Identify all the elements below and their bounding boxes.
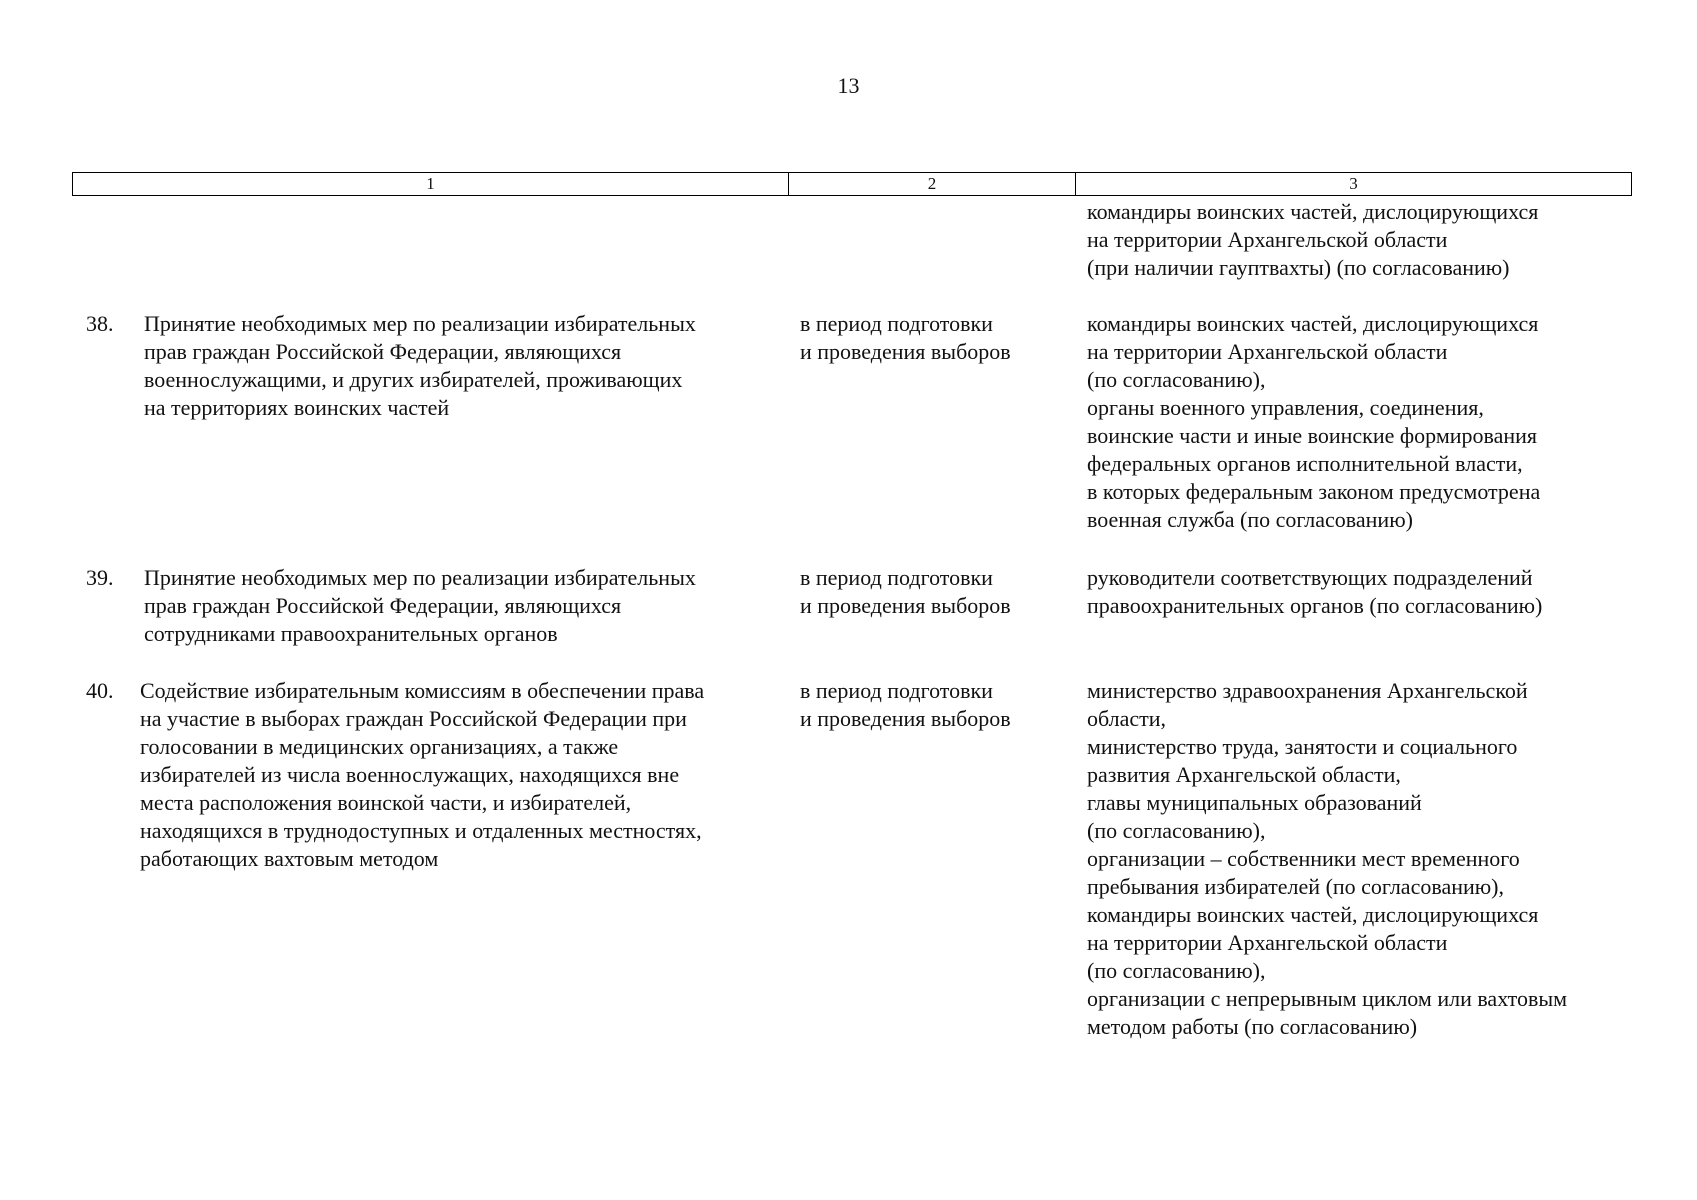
text-line: прав граждан Российской Федерации, являющихся xyxy=(144,593,622,618)
text-line: на территории Архангельской области xyxy=(1087,339,1448,364)
text-line: в период подготовки xyxy=(800,678,993,703)
text-line: (по согласованию), xyxy=(1087,818,1266,843)
row-number: 40. xyxy=(86,678,114,703)
cell-period xyxy=(788,198,1075,282)
table-header xyxy=(72,172,1632,196)
header-col-1: 1 xyxy=(73,173,789,195)
text-line: федеральных органов исполнительной власти, xyxy=(1087,451,1523,476)
table-body xyxy=(72,198,1632,1041)
text-line: на участие в выборах граждан Российской Федерации при xyxy=(140,706,687,731)
text-line: места расположения воинской части, и избирателей, xyxy=(140,790,632,815)
text-line: (при наличии гауптвахты) (по согласованию) xyxy=(1087,255,1510,280)
text-line: Принятие необходимых мер по реализации избирательных xyxy=(144,565,696,590)
header-col-3: 3 xyxy=(1349,174,1358,193)
cell-period xyxy=(788,564,1075,648)
text-line: организации с непрерывным циклом или вахтовым xyxy=(1087,986,1568,1011)
text-line: правоохранительных органов (по согласованию) xyxy=(1087,593,1543,618)
cell-activity xyxy=(72,310,788,534)
page-number: 13 xyxy=(837,73,860,98)
text-line: на территории Архангельской области xyxy=(1087,227,1448,252)
text-line: находящихся в труднодоступных и отдаленных местностях, xyxy=(140,818,702,843)
table-row-40 xyxy=(72,677,1632,1041)
text-line: избирателей из числа военнослужащих, находящихся вне xyxy=(140,762,680,787)
text-line: министерство труда, занятости и социального xyxy=(1087,734,1518,759)
cell-responsible xyxy=(1075,564,1632,648)
text-line: командиры воинских частей, дислоцирующихся xyxy=(1087,902,1539,927)
header-col-2: 2 xyxy=(789,173,1076,195)
text-line: организации – собственники мест временного xyxy=(1087,846,1520,871)
text-line: министерство здравоохранения Архангельской xyxy=(1087,678,1528,703)
text-line: прав граждан Российской Федерации, являющихся xyxy=(144,339,622,364)
cell-activity xyxy=(72,677,788,1041)
text-line: (по согласованию), xyxy=(1087,367,1266,392)
text-line: и проведения выборов xyxy=(800,593,1011,618)
cell-responsible xyxy=(1075,310,1632,534)
cell-responsible xyxy=(1075,677,1632,1041)
text-line: в период подготовки xyxy=(800,311,993,336)
row-number: 38. xyxy=(86,311,114,336)
text-line: развития Архангельской области, xyxy=(1087,762,1401,787)
text-line: на территориях воинских частей xyxy=(144,395,450,420)
cell-period xyxy=(788,310,1075,534)
text-line: Принятие необходимых мер по реализации избирательных xyxy=(144,311,696,336)
cell-activity xyxy=(72,564,788,648)
table-row-39 xyxy=(72,564,1632,648)
text-line: органы военного управления, соединения, xyxy=(1087,395,1484,420)
text-line: Содействие избирательным комиссиям в обеспечении права xyxy=(140,678,705,703)
text-line: военнослужащими, и других избирателей, проживающих xyxy=(144,367,683,392)
text-line: в которых федеральным законом предусмотрена xyxy=(1087,479,1541,504)
text-line: и проведения выборов xyxy=(800,706,1011,731)
text-line: командиры воинских частей, дислоцирующихся xyxy=(1087,199,1539,224)
text-line: области, xyxy=(1087,706,1167,731)
row-number: 39. xyxy=(86,565,114,590)
text-line: и проведения выборов xyxy=(800,339,1011,364)
text-line: пребывания избирателей (по согласованию), xyxy=(1087,874,1505,899)
text-line: в период подготовки xyxy=(800,565,993,590)
text-line: руководители соответствующих подразделений xyxy=(1087,565,1533,590)
text-line: методом работы (по согласованию) xyxy=(1087,1014,1418,1039)
cell-period xyxy=(788,677,1075,1041)
text-line: сотрудниками правоохранительных органов xyxy=(144,621,558,646)
text-line: голосовании в медицинских организациях, а также xyxy=(140,734,619,759)
text-line: командиры воинских частей, дислоцирующихся xyxy=(1087,311,1539,336)
text-line: (по согласованию), xyxy=(1087,958,1266,983)
text-line: военная служба (по согласованию) xyxy=(1087,507,1413,532)
text-line: на территории Архангельской области xyxy=(1087,930,1448,955)
cell-responsible xyxy=(1075,198,1632,282)
cell-activity xyxy=(72,198,788,282)
table-row-continuation xyxy=(72,198,1632,282)
table-row-38 xyxy=(72,310,1632,534)
text-line: главы муниципальных образований xyxy=(1087,790,1422,815)
text-line: работающих вахтовым методом xyxy=(140,846,439,871)
text-line: воинские части и иные воинские формирования xyxy=(1087,423,1538,448)
